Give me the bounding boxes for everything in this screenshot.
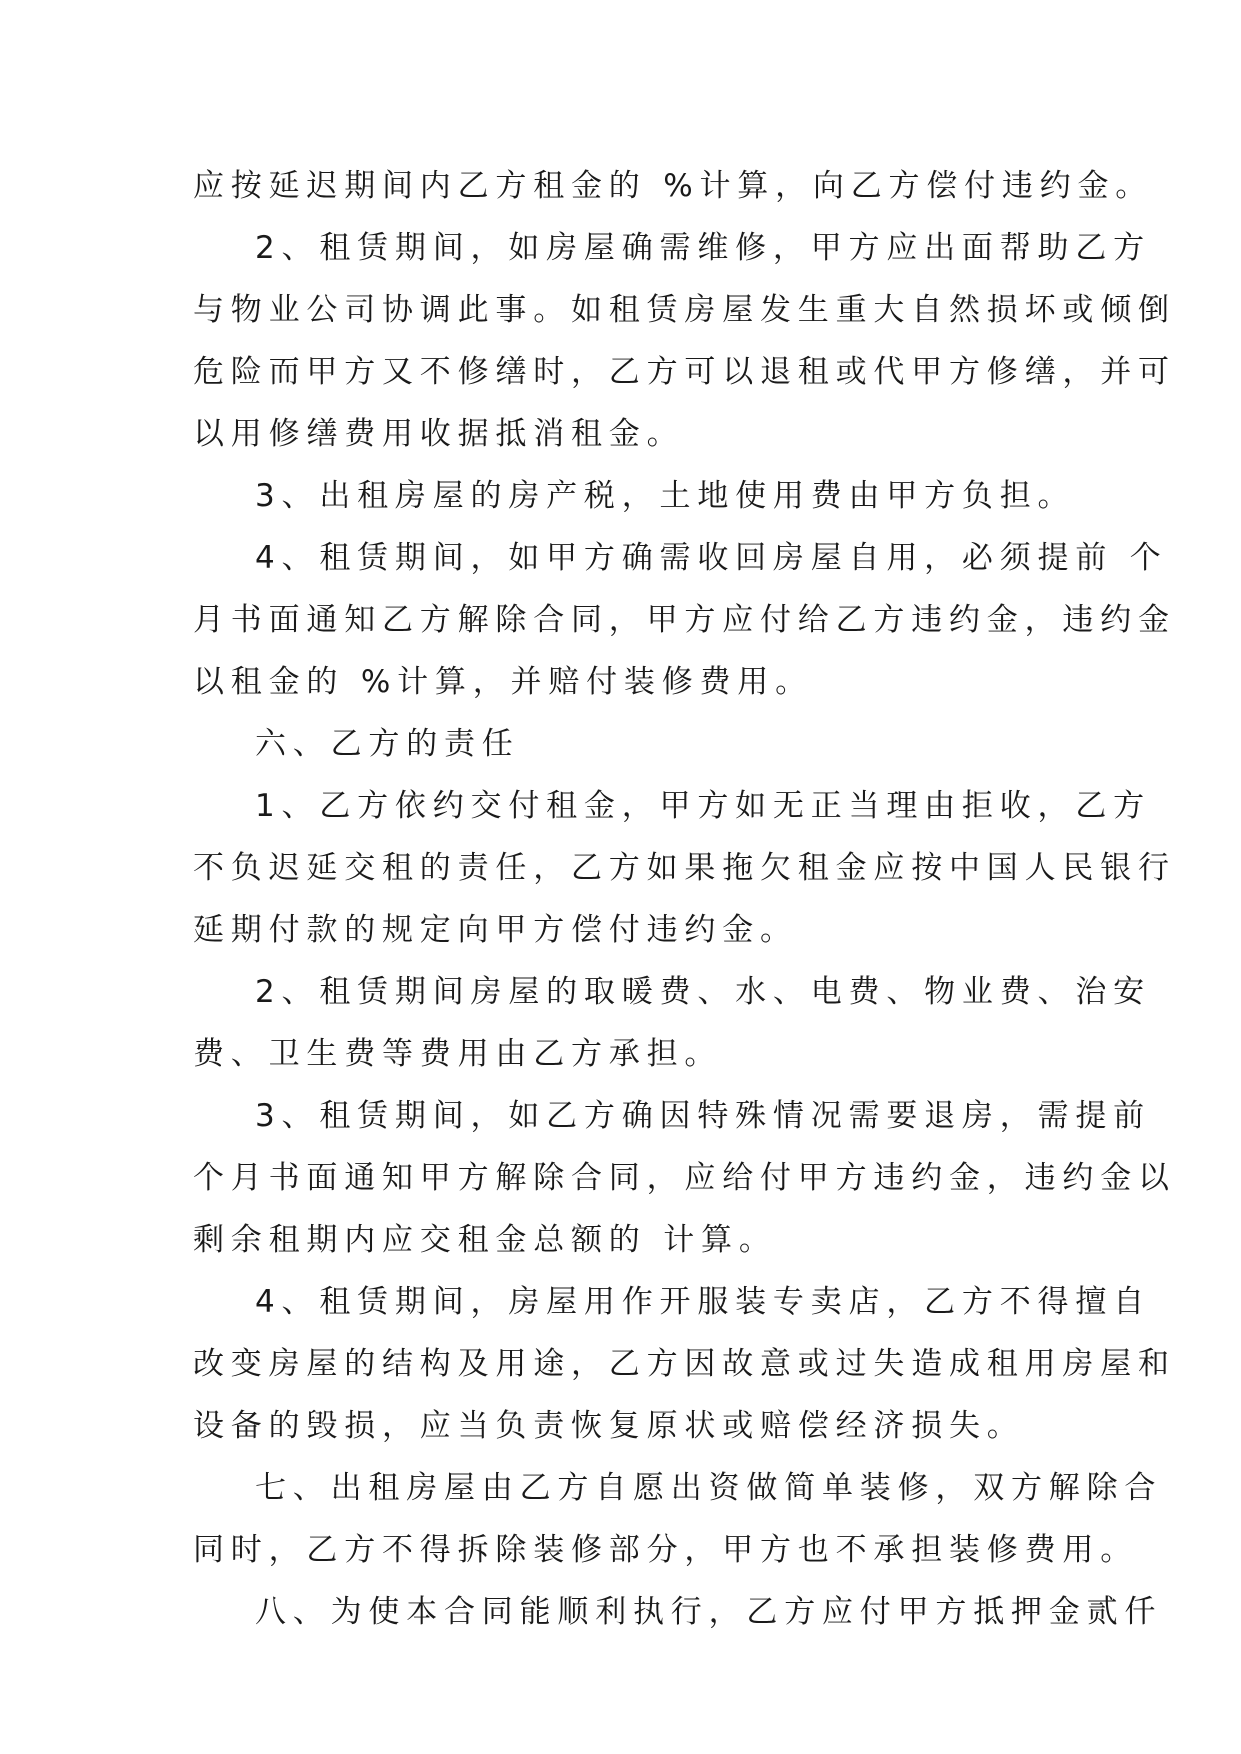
text-line: 七、出租房屋由乙方自愿出资做简单装修，双方解除合 [255, 1470, 1163, 1506]
text-line: 改变房屋的结构及用途，乙方因故意或过失造成租用房屋和 [193, 1346, 1176, 1382]
text-line: 设备的毁损，应当负责恢复原状或赔偿经济损失。 [193, 1408, 1025, 1444]
text-line: 与物业公司协调此事。如租赁房屋发生重大自然损坏或倾倒 [193, 292, 1176, 328]
text-line: 延期付款的规定向甲方偿付违约金。 [193, 912, 798, 948]
document-body [193, 155, 1176, 1643]
text-line: 3、租赁期间，如乙方确因特殊情况需要退房，需提前 [255, 1098, 1151, 1134]
text-line: 剩余租期内应交租金总额的 计算。 [193, 1222, 777, 1258]
text-line: 不负迟延交租的责任，乙方如果拖欠租金应按中国人民银行 [193, 850, 1176, 886]
text-line: 以用修缮费用收据抵消租金。 [193, 416, 685, 452]
text-line: 1、乙方依约交付租金，甲方如无正当理由拒收，乙方 [255, 788, 1151, 824]
text-line: 月书面通知乙方解除合同，甲方应付给乙方违约金，违约金 [193, 602, 1176, 638]
text-line: 2、租赁期间房屋的取暖费、水、电费、物业费、治安 [255, 974, 1151, 1010]
text-line: 2、租赁期间，如房屋确需维修，甲方应出面帮助乙方 [255, 230, 1151, 266]
text-line: 同时，乙方不得拆除装修部分，甲方也不承担装修费用。 [193, 1532, 1138, 1568]
text-line: 4、租赁期间，房屋用作开服装专卖店，乙方不得擅自 [255, 1284, 1151, 1320]
text-line: 八、为使本合同能顺利执行，乙方应付甲方抵押金贰仟 [255, 1594, 1163, 1630]
text-line: 以租金的 %计算，并赔付装修费用。 [193, 664, 813, 700]
section-heading: 六、乙方的责任 [255, 726, 520, 762]
text-line: 3、出租房屋的房产税，土地使用费由甲方负担。 [255, 478, 1076, 514]
text-line: 4、租赁期间，如甲方确需收回房屋自用，必须提前 个 [255, 540, 1168, 576]
text-line: 应按延迟期间内乙方租金的 %计算，向乙方偿付违约金。 [193, 168, 1154, 204]
text-line: 费、卫生费等费用由乙方承担。 [193, 1036, 723, 1072]
text-line: 危险而甲方又不修缮时，乙方可以退租或代甲方修缮，并可 [193, 354, 1176, 390]
text-line: 个月书面通知甲方解除合同，应给付甲方违约金，违约金以 [193, 1160, 1176, 1196]
